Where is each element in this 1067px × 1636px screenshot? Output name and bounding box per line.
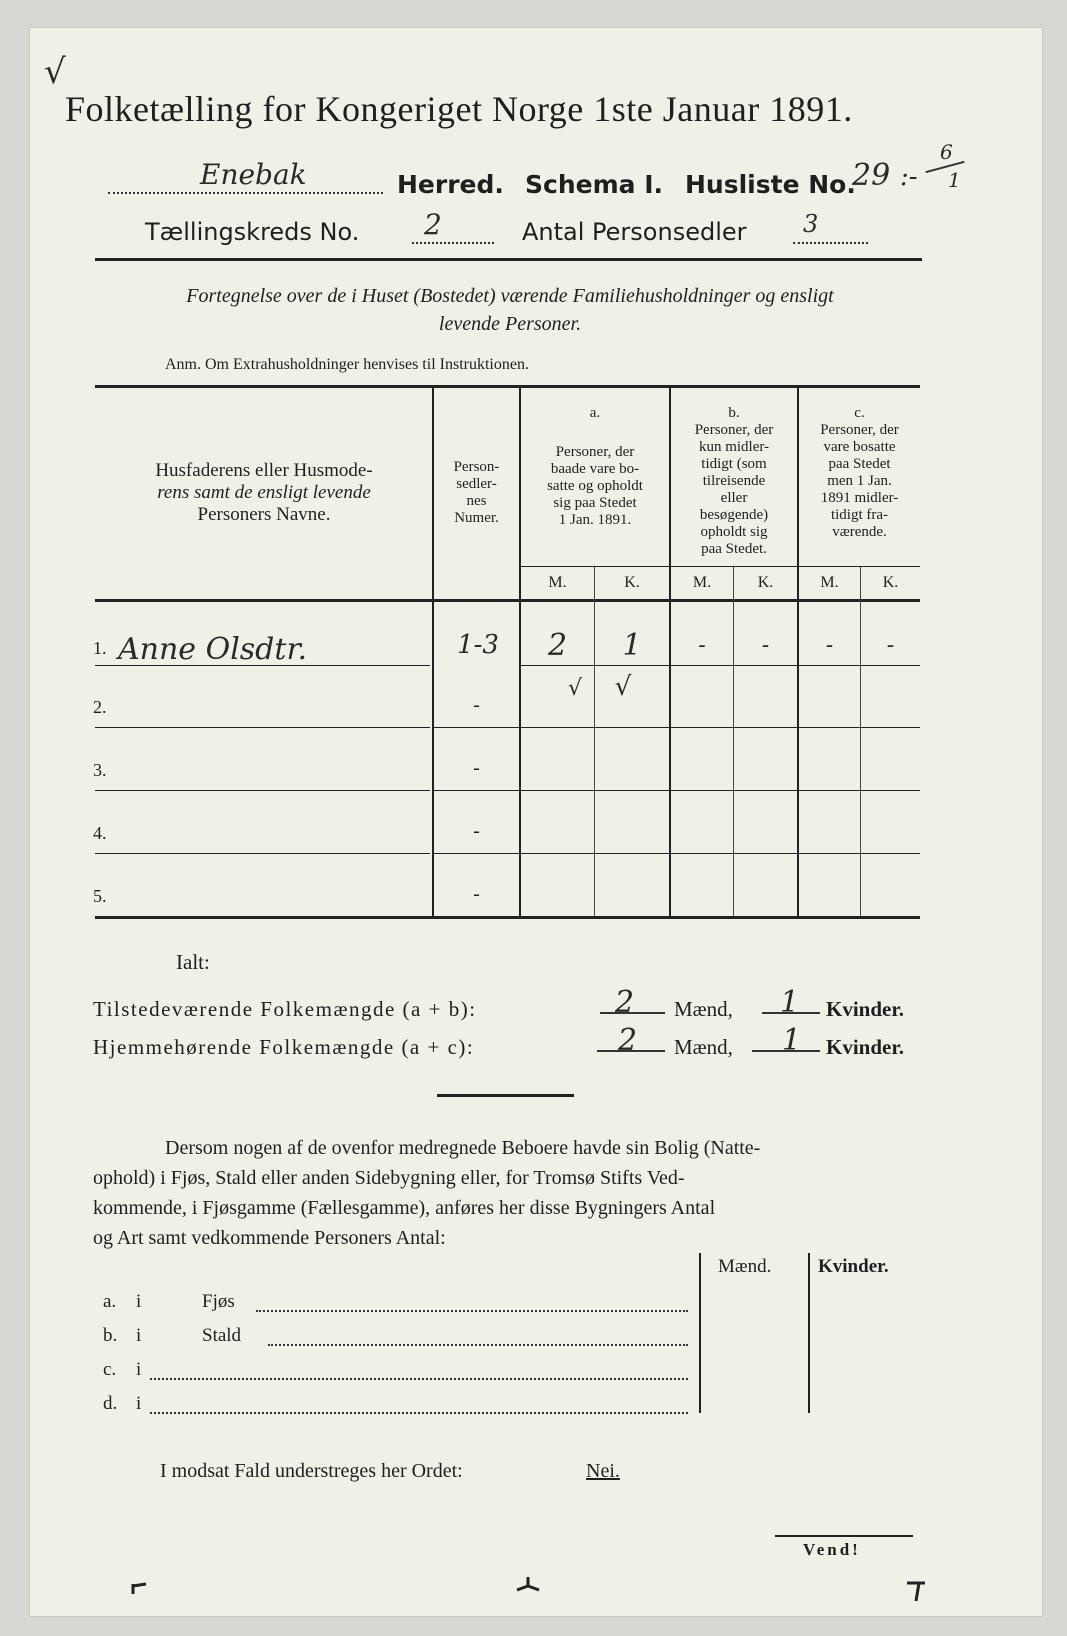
herred-label: Herred. — [397, 170, 504, 199]
mk-rule — [671, 566, 797, 567]
col-name-header: Husfaderens eller Husmode- rens samt de ensligt levende Personers Navne. — [155, 460, 373, 525]
intro-line-1: Fortegnelse over de i Huset (Bostedet) værende Familiehusholdninger og ensligt — [186, 285, 834, 307]
cell-a-m-check: √ — [567, 676, 583, 701]
cell-c-k: - — [886, 633, 895, 658]
corner-mark-icon — [905, 1580, 929, 1604]
col-c-k-label: K. — [882, 574, 899, 591]
vend-rule — [775, 1535, 913, 1537]
bld-row-dots — [268, 1332, 688, 1346]
center-mark-icon — [515, 1574, 541, 1594]
bld-row-letter: a. — [103, 1291, 117, 1312]
col-b-m-label: M. — [692, 574, 712, 591]
vend-label: Vend! — [803, 1540, 861, 1559]
row-number: 4. — [93, 823, 107, 843]
bld-row-dots — [256, 1298, 688, 1312]
bld-col-divider — [699, 1253, 701, 1413]
col-c-m-label: M. — [820, 574, 839, 591]
hjemme-k-value: 1 — [782, 1023, 802, 1058]
col-b-header: b. Personer, der kun midler- tidigt (som tilreisende eller besøgende) opholdt sig paa Stedet. — [694, 405, 774, 557]
tilstede-kvinder: Kvinder. — [826, 997, 904, 1021]
intro-line-2: levende Personer. — [438, 313, 582, 335]
col-c-header: c. Personer, der vare bosatte paa Stedet men 1 Jan. 1891 midler- tidigt fra- værende. — [820, 405, 899, 540]
hjemme-m-value: 2 — [618, 1023, 638, 1058]
tilstede-label: Tilstedeværende Folkemængde (a + b): — [93, 997, 477, 1021]
cell-a-k: 1 — [622, 628, 642, 663]
bld-row-letter: b. — [103, 1325, 118, 1346]
hjemme-maend: Mænd, — [674, 1035, 733, 1059]
antal-label: Antal Personsedler — [522, 218, 747, 246]
corner-mark-icon — [130, 1578, 152, 1598]
personsedler-number: - — [473, 883, 480, 905]
col-a-k-label: K. — [624, 574, 640, 591]
bld-maend-header: Mænd. — [718, 1256, 772, 1277]
antal-field — [793, 210, 868, 244]
col-a-m-label: M. — [548, 574, 567, 591]
outbuilding-paragraph: Dersom nogen af de ovenfor medregnede Beboere havde sin Bolig (Natte- ophold) i Fjøs, Stald eller anden Sidebygning eller, for Tromsø Stifts Ved- kommende, i Fjøsgamme (Fællesgamme), anføres her disse Bygningers Antal og Art samt vedkommende Personers Antal: — [93, 1137, 761, 1249]
row-rule — [95, 727, 430, 728]
bld-row-label: Stald — [202, 1325, 242, 1346]
section-divider — [437, 1094, 574, 1097]
husliste-dash: :- — [900, 162, 918, 192]
row-rule — [434, 853, 920, 854]
bld-kvinder-header: Kvinder. — [818, 1256, 889, 1277]
col-num-header: Person- sedler- nes Numer. — [453, 459, 500, 526]
bld-row-i: i — [136, 1393, 142, 1414]
hjemme-kvinder: Kvinder. — [826, 1035, 904, 1059]
herred-field — [108, 158, 383, 194]
personsedler-number: - — [473, 757, 480, 779]
ialt-label: Ialt: — [176, 950, 210, 974]
kreds-field — [412, 208, 494, 244]
personsedler-number: - — [473, 820, 480, 842]
row-number: 1. — [93, 638, 107, 658]
husliste-value: 29 — [852, 158, 891, 193]
margin-check-mark: √ — [44, 52, 66, 92]
bld-row-letter: d. — [103, 1393, 118, 1414]
husliste-frac-bottom: 1 — [948, 168, 961, 192]
husliste-label: Husliste No. — [685, 170, 856, 199]
bld-col-divider — [808, 1253, 810, 1413]
row-rule — [521, 665, 920, 666]
bld-row-i: i — [136, 1325, 142, 1346]
col-divider-mk — [860, 566, 861, 916]
personsedler-number: - — [473, 694, 480, 716]
bld-row-i: i — [136, 1359, 142, 1380]
tilstede-m-value: 2 — [615, 985, 635, 1020]
bld-row-i: i — [136, 1291, 142, 1312]
anm-note: Anm. Om Extrahusholdninger henvises til Instruktionen. — [165, 356, 529, 373]
kreds-label: Tællingskreds No. — [145, 218, 360, 246]
mk-rule — [521, 566, 669, 567]
bld-row-letter: c. — [103, 1359, 117, 1380]
husliste-frac-top: 6 — [940, 140, 953, 164]
row-rule — [95, 790, 430, 791]
mk-rule — [799, 566, 920, 567]
bld-row-label: Fjøs — [202, 1291, 235, 1312]
herred-value: Enebak — [200, 158, 307, 191]
nei-word: Nei. — [586, 1460, 620, 1482]
person-name: Anne Olsdtr. — [118, 632, 308, 667]
tilstede-maend: Mænd, — [674, 997, 733, 1021]
row-number: 2. — [93, 697, 107, 717]
cell-a-k-check: √ — [614, 672, 632, 702]
col-divider-mk — [733, 566, 734, 916]
header-rule — [95, 258, 922, 261]
hjemme-label: Hjemmehørende Folkemængde (a + c): — [93, 1035, 475, 1059]
kreds-value: 2 — [424, 208, 442, 241]
tilstede-k-value: 1 — [780, 985, 800, 1020]
row-number: 3. — [93, 760, 107, 780]
cell-c-m: - — [825, 633, 834, 658]
form-title: Folketælling for Kongeriget Norge 1ste Januar 1891. — [65, 89, 853, 129]
col-a-header: a. Personer, der baade vare bo- satte og opholdt sig paa Stedet 1 Jan. 1891. — [547, 405, 643, 528]
bld-row-dots — [150, 1400, 688, 1414]
schema-label: Schema I. — [525, 170, 664, 199]
cell-b-m: - — [698, 633, 706, 658]
cell-a-m: 2 — [547, 628, 568, 663]
antal-value: 3 — [803, 210, 819, 238]
bld-row-dots — [150, 1366, 688, 1380]
col-divider-mk — [594, 566, 595, 916]
row-rule — [434, 727, 920, 728]
personsedler-number: 1-3 — [457, 630, 499, 660]
row-rule — [95, 853, 430, 854]
row-rule — [434, 790, 920, 791]
col-b-k-label: K. — [757, 574, 774, 591]
row-number: 5. — [93, 886, 107, 906]
modsat-text: I modsat Fald understreges her Ordet: — [160, 1460, 463, 1482]
cell-b-k: - — [761, 633, 770, 658]
